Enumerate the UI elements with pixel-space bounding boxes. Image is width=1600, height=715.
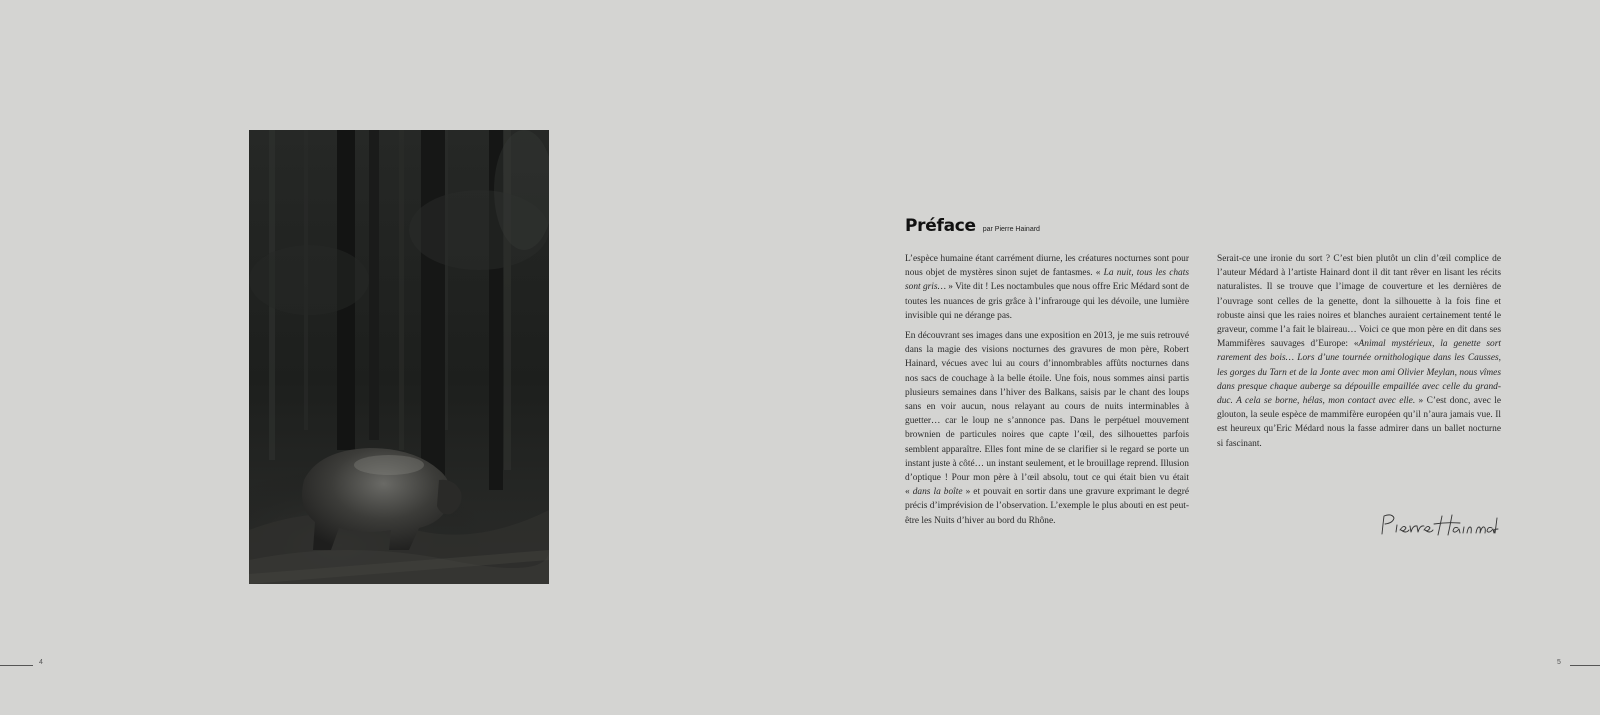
paragraph-1-quote: La nuit, tous les chats sont gris… bbox=[905, 268, 1189, 293]
paragraph-2-quote: dans la boîte bbox=[912, 487, 963, 498]
author-byline: par Pierre Hainard bbox=[982, 226, 1040, 233]
page-number-right: 5 bbox=[1557, 659, 1561, 666]
folio-rule-left bbox=[0, 665, 33, 666]
paragraph-2 bbox=[905, 329, 1189, 528]
paragraph-3 bbox=[1217, 252, 1501, 451]
preface-heading bbox=[905, 216, 1040, 236]
text-column-right bbox=[1217, 252, 1501, 457]
handwritten-signature bbox=[1378, 510, 1500, 540]
night-forest-bear-photo bbox=[249, 130, 549, 584]
paragraph-1 bbox=[905, 252, 1189, 323]
paragraph-1-text-end: » Vite dit ! Les noctambules que nous offre Eric Médard sont de toutes les nuances de gris grâce à l’infrarouge qui les dévoile, une lumière invisible qui ne dérange pas. bbox=[905, 282, 1190, 321]
page-title: Préface bbox=[905, 216, 976, 236]
paragraph-2-text-end: » et pouvait en sortir dans une gravure exprimant le degré précis d’imprévision de l’observation. L’exemple le plus abouti en est peut-être les Nuits d’hiver au bord du Rhône. bbox=[905, 487, 1190, 526]
folio-rule-right bbox=[1570, 665, 1600, 666]
text-column-left bbox=[905, 252, 1189, 534]
page-number-left: 4 bbox=[39, 659, 43, 666]
paragraph-2-text: En découvrant ses images dans une exposition en 2013, je me suis retrouvé dans la magie des visions nocturnes des gravures de mon père, Robert Hainard, vécues avec lui au cours d’innombrables affûts nocturnes dans nos sacs de couchage à la belle étoile. Une fois, nous sommes ainsi partis plusieurs semaines dans l’hiver des Balkans, saisis par le chant des loups sans en voir aucun, nous relayant au cours de nuits interminables à guetter… car le loup ne s’annonce pas. Dans le perpétuel mouvement brownien de particules noires que capte l’œil, des silhouettes parfois semblent apparaître. Elles font mine de se clarifier si le regard se porte un instant juste à côté… un instant seulement, et le brouillage reprend. Illusion d’optique ! Pour mon père à l’œil absolu, tout ce qui était bien vu était « bbox=[905, 331, 1189, 498]
paragraph-3-text: Serait-ce une ironie du sort ? C’est bien plutôt un clin d’œil complice de l’auteur Médard à l’artiste Hainard dont il dit tant rêver en lisant les récits naturalistes. Il se trouve que l’image de couverture et les dernières de l’ouvrage sont celles de la genette, dont la silhouette à la fois fine et robuste ainsi que les raies noires et blanches auraient certainement tenté le graveur, comme l’a fait le blaireau… Voici ce que mon père en dit dans ses Mammifères sauvages d’Europe: « bbox=[1217, 254, 1501, 350]
paragraph-3-text-end: » C’est donc, avec le glouton, la seule espèce de mammifère européen qu’il n’aura jamais vue. Il est heureux qu’Eric Médard nous la fasse admirer dans un ballet nocturne si fascinant. bbox=[1217, 396, 1502, 449]
paragraph-1-text: L’espèce humaine étant carrément diurne, les créatures nocturnes sont pour nous objet de mystères sinon sujet de fantasmes. « bbox=[905, 254, 1189, 279]
paragraph-3-quote: Animal mystérieux, la genette sort rarement des bois… Lors d’une tournée ornithologique dans les Causses, les gorges du Tarn et de la Jonte avec mon ami Olivier Meylan, nous vîmes dans presque chaque auberge sa dépouille empaillée avec celle du grand-duc. A cela se borne, hélas, mon contact avec elle. bbox=[1217, 339, 1501, 407]
